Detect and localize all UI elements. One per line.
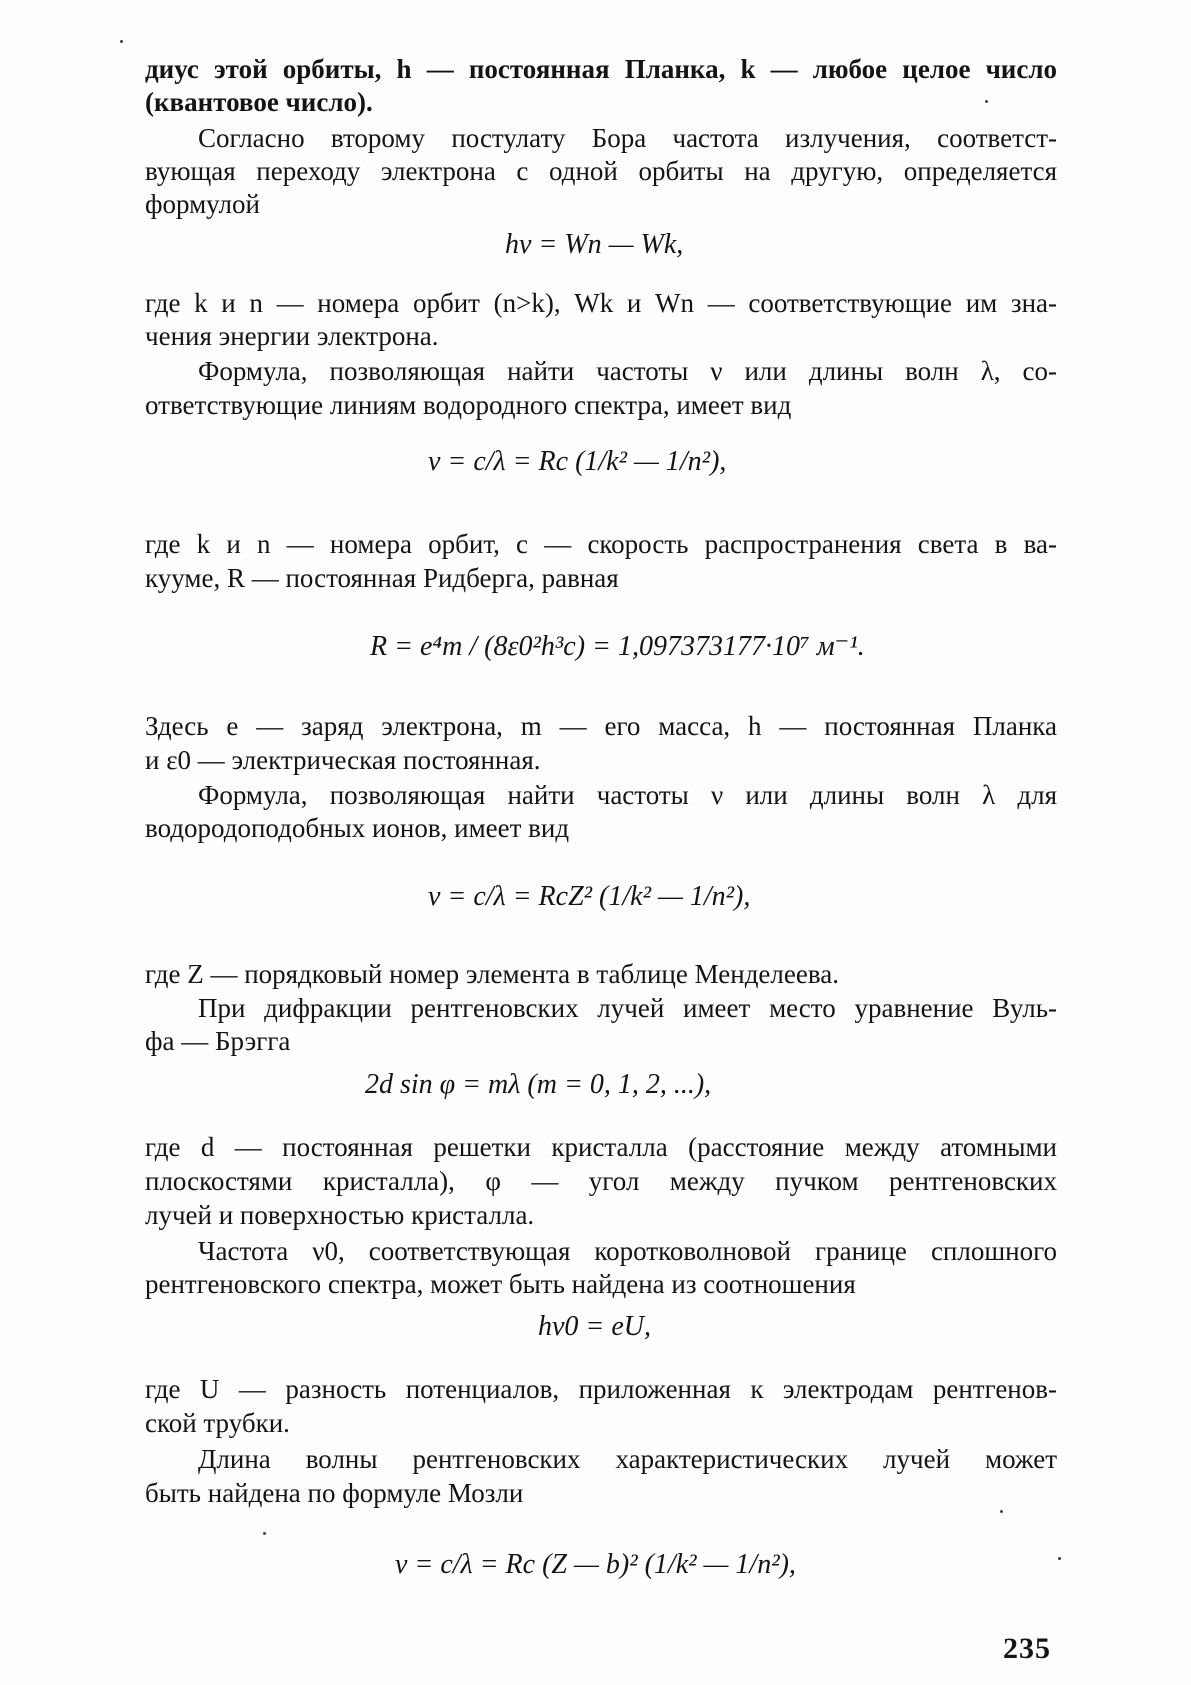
page-number: 235 bbox=[1003, 1632, 1051, 1665]
formula-hydrogen-like-ions: ν = c/λ = RcZ² (1/k² — 1/n²), bbox=[428, 881, 751, 912]
text-line: где d — постоянная решетки кристалла (расстояние между атомными bbox=[145, 1132, 1057, 1162]
formula-short-wave-limit: hν0 = eU, bbox=[538, 1311, 651, 1342]
text-line: где k и n — номера орбит, c — скорость распространения света в ва- bbox=[145, 529, 1057, 559]
formula-moseley: ν = c/λ = Rc (Z — b)² (1/k² — 1/n²), bbox=[395, 1549, 796, 1580]
formula-wulff-bragg: 2d sin φ = mλ (m = 0, 1, 2, ...), bbox=[365, 1069, 712, 1100]
text-line: фа — Брэгга bbox=[145, 1026, 291, 1056]
text-line: водородоподобных ионов, имеет вид bbox=[145, 813, 570, 843]
text-line: чения энергии электрона. bbox=[145, 321, 439, 351]
text-line: рентгеновского спектра, может быть найдена из соотношения bbox=[145, 1269, 856, 1299]
scan-speck bbox=[985, 100, 988, 103]
text-line: плоскостями кристалла), φ — угол между пучком рентгеновских bbox=[145, 1166, 1057, 1196]
text-line: где U — разность потенциалов, приложенная к электродам рентгенов- bbox=[145, 1374, 1057, 1404]
text-line: Формула, позволяющая найти частоты ν или длины волн λ, со- bbox=[198, 356, 1057, 386]
formula-rydberg-constant: R = e⁴m / (8ε0²h³c) = 1,097373177·10⁷ м⁻¹. bbox=[370, 631, 865, 662]
text-line: ской трубки. bbox=[145, 1408, 290, 1438]
text-line: формулой bbox=[145, 189, 260, 219]
text-line: диус этой орбиты, h — постоянная Планка, k — любое целое число bbox=[145, 54, 1057, 84]
text-line: Длина волны рентгеновских характеристических лучей может bbox=[198, 1444, 1057, 1474]
scan-speck bbox=[120, 40, 123, 43]
formula-bohr-frequency: hν = Wn — Wk, bbox=[505, 229, 684, 260]
text-line: ответствующие линиям водородного спектра, имеет вид bbox=[145, 390, 792, 420]
text-line: Формула, позволяющая найти частоты ν или длины волн λ для bbox=[198, 780, 1057, 810]
scan-speck bbox=[1000, 1510, 1003, 1513]
text-line: кууме, R — постоянная Ридберга, равная bbox=[145, 563, 619, 593]
text-line: быть найдена по формуле Мозли bbox=[145, 1478, 524, 1508]
text-line: Здесь e — заряд электрона, m — его масса, h — постоянная Планка bbox=[145, 711, 1057, 741]
text-line: Частота ν0, соответствующая коротковолновой границе сплошного bbox=[198, 1236, 1057, 1266]
text-line: где Z — порядковый номер элемента в таблице Менделеева. bbox=[145, 959, 839, 989]
text-line: (квантовое число). bbox=[145, 87, 373, 117]
text-line: При дифракции рентгеновских лучей имеет место уравнение Вуль- bbox=[198, 993, 1057, 1023]
text-line: лучей и поверхностью кристалла. bbox=[145, 1200, 535, 1230]
text-line: где k и n — номера орбит (n>k), Wk и Wn — соответствующие им зна- bbox=[145, 288, 1057, 318]
formula-hydrogen-spectrum: ν = c/λ = Rc (1/k² — 1/n²), bbox=[428, 446, 727, 477]
text-line: и ε0 — электрическая постоянная. bbox=[145, 745, 541, 775]
text-line: Согласно второму постулату Бора частота излучения, соответст- bbox=[198, 123, 1057, 153]
scan-speck bbox=[263, 1532, 266, 1535]
text-line: вующая переходу электрона с одной орбиты на другую, определяется bbox=[145, 156, 1057, 186]
scan-speck bbox=[1058, 1557, 1061, 1560]
